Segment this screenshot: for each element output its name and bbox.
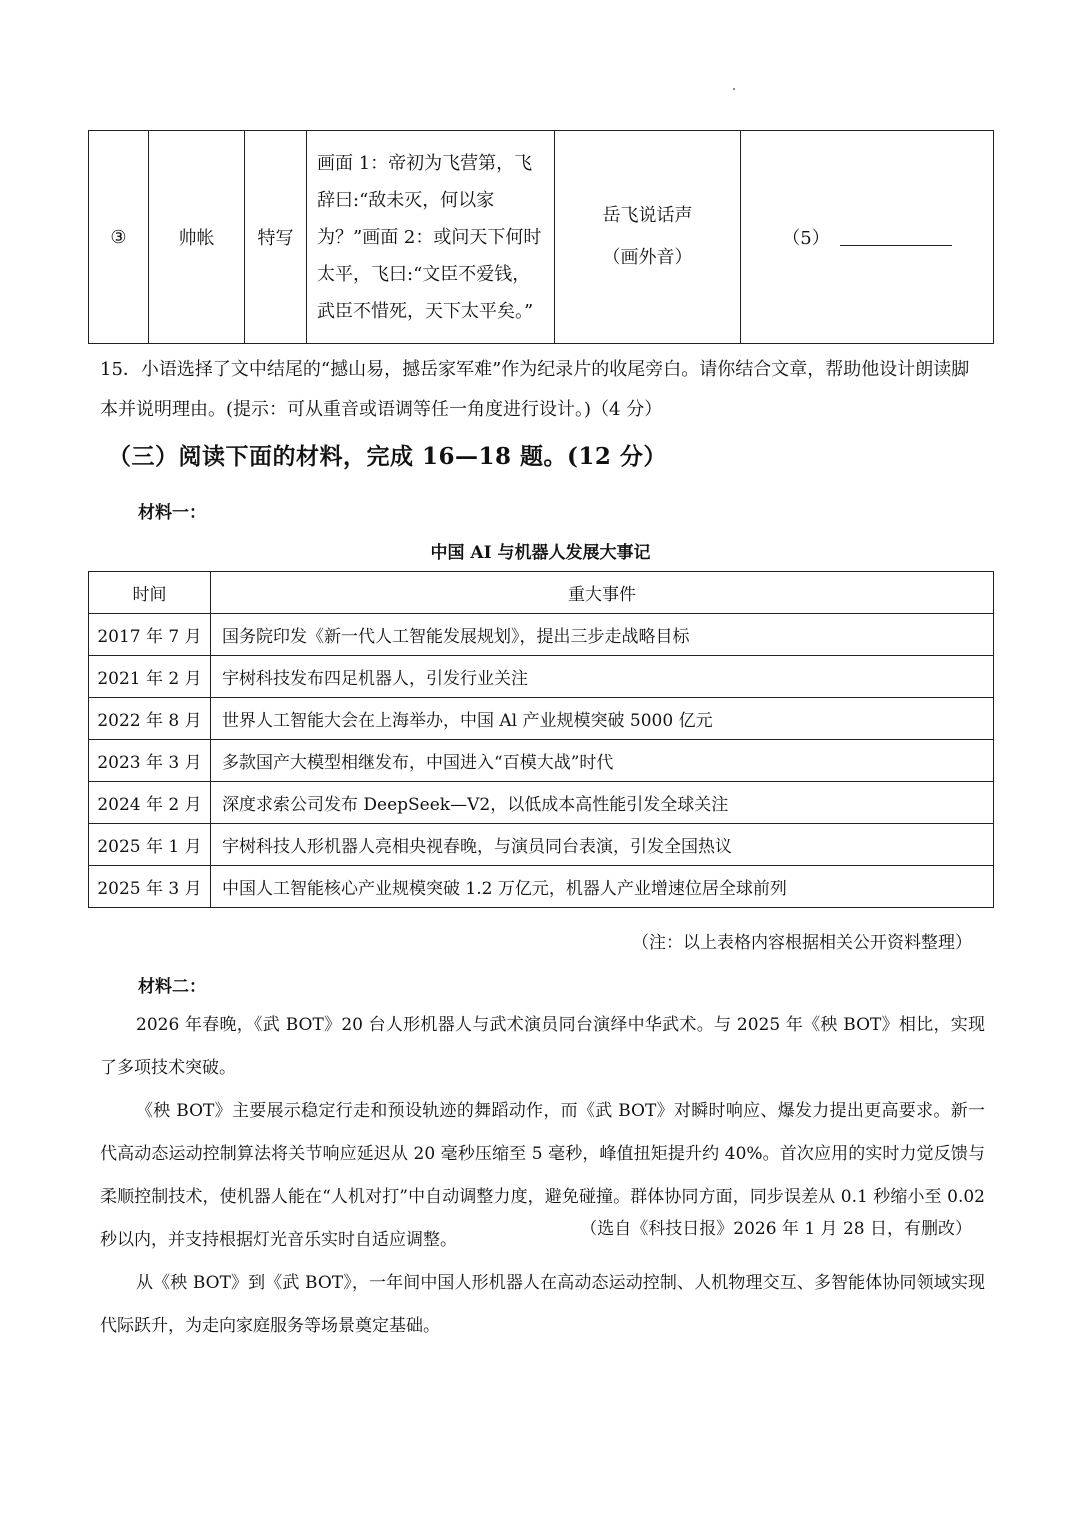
table-row [89, 866, 994, 908]
section-3-title: （三）阅读下面的材料，完成 16—18 题。(12 分） [108, 443, 667, 470]
paragraph-1: 2026 年春晚，《武 BOT》20 台人形机器人与武术演员同台演绎中华武术。与 2025 年《秧 BOT》相比，实现了多项技术突破。 [100, 1015, 985, 1078]
event-date: 2021 年 2 月 [89, 656, 211, 698]
material-1-label: 材料一： [138, 503, 206, 523]
storyboard-row [89, 131, 994, 344]
event-text: 宇树科技人形机器人亮相央视春晚，与演员同台表演，引发全国热议 [211, 824, 994, 866]
event-text: 深度求索公司发布 DeepSeek—V2，以低成本高性能引发全球关注 [211, 782, 994, 824]
event-date: 2025 年 1 月 [89, 824, 211, 866]
sound-cell [555, 131, 741, 344]
header-event: 重大事件 [211, 572, 994, 614]
event-text: 宇树科技发布四足机器人，引发行业关注 [211, 656, 994, 698]
table-row [89, 698, 994, 740]
paragraph-3: 从《秧 BOT》到《武 BOT》，一年间中国人形机器人在高动态运动控制、人机物理交互、多智能体协同领域实现代际跃升，为走向家庭服务等场景奠定基础。 [100, 1273, 985, 1336]
answer-label: （5） [782, 228, 830, 249]
events-header-row [89, 572, 994, 614]
table-title: 中国 AI 与机器人发展大事记 [430, 543, 651, 563]
source-citation: （选自《科技日报》2026 年 1 月 28 日，有删改） [580, 1219, 972, 1239]
table-row [89, 740, 994, 782]
scene-line-1: 画面 1：帝初为飞营第，飞辞曰:“敌未灭，何以家为？” [317, 152, 533, 248]
header-date: 时间 [89, 572, 211, 614]
shot-place: 帅帐 [149, 131, 245, 344]
table-row [89, 656, 994, 698]
storyboard-table [88, 130, 994, 344]
answer-cell [741, 131, 994, 344]
event-date: 2017 年 7 月 [89, 614, 211, 656]
table-row [89, 614, 994, 656]
scene-description [307, 131, 555, 344]
table-row [89, 824, 994, 866]
paragraph-2: 《秧 BOT》主要展示稳定行走和预设轨迹的舞蹈动作，而《武 BOT》对瞬时响应、爆发力提出更高要求。新一代高动态运动控制算法将关节响应延迟从 20 毫秒压缩至 5 毫秒，峰值扭矩提升约 40%。首次应用的实时力觉反馈与柔顺控制技术，使机器人能在“人机对打”中自动调整力度，避免碰撞。群体协同方面，同步误差从 0.1 秒缩小至 0.02 秒以内，并支持根据灯光音乐实时自适应调整。 [100, 1101, 985, 1250]
event-date: 2025 年 3 月 [89, 866, 211, 908]
answer-blank[interactable] [840, 227, 952, 246]
event-text: 国务院印发《新一代人工智能发展规划》，提出三步走战略目标 [211, 614, 994, 656]
sound-sub: （画外音） [602, 247, 693, 268]
scene-line-2: 画面 2：或问天下何时太平，飞曰:“文臣不爱钱，武臣不惜死，天下太平矣。” [317, 226, 542, 322]
sound-main: 岳飞说话声 [602, 205, 693, 226]
table-note: （注：以上表格内容根据相关公开资料整理） [632, 933, 972, 953]
shot-type: 特写 [245, 131, 307, 344]
event-text: 中国人工智能核心产业规模突破 1.2 万亿元，机器人产业增速位居全球前列 [211, 866, 994, 908]
event-date: 2024 年 2 月 [89, 782, 211, 824]
table-row [89, 782, 994, 824]
material-2-label: 材料二： [138, 977, 206, 997]
event-text: 多款国产大模型相继发布，中国进入“百模大战”时代 [211, 740, 994, 782]
question-15: 15．小语选择了文中结尾的“撼山易，撼岳家军难”作为纪录片的收尾旁白。请你结合文章，帮助他设计朗读脚本并说明理由。(提示：可从重音或语调等任一角度进行设计。)（4 分） [100, 359, 970, 420]
event-date: 2022 年 8 月 [89, 698, 211, 740]
shot-number: ③ [89, 131, 149, 344]
event-date: 2023 年 3 月 [89, 740, 211, 782]
events-table [88, 571, 994, 908]
event-text: 世界人工智能大会在上海举办，中国 Al 产业规模突破 5000 亿元 [211, 698, 994, 740]
page-speck [733, 88, 735, 90]
